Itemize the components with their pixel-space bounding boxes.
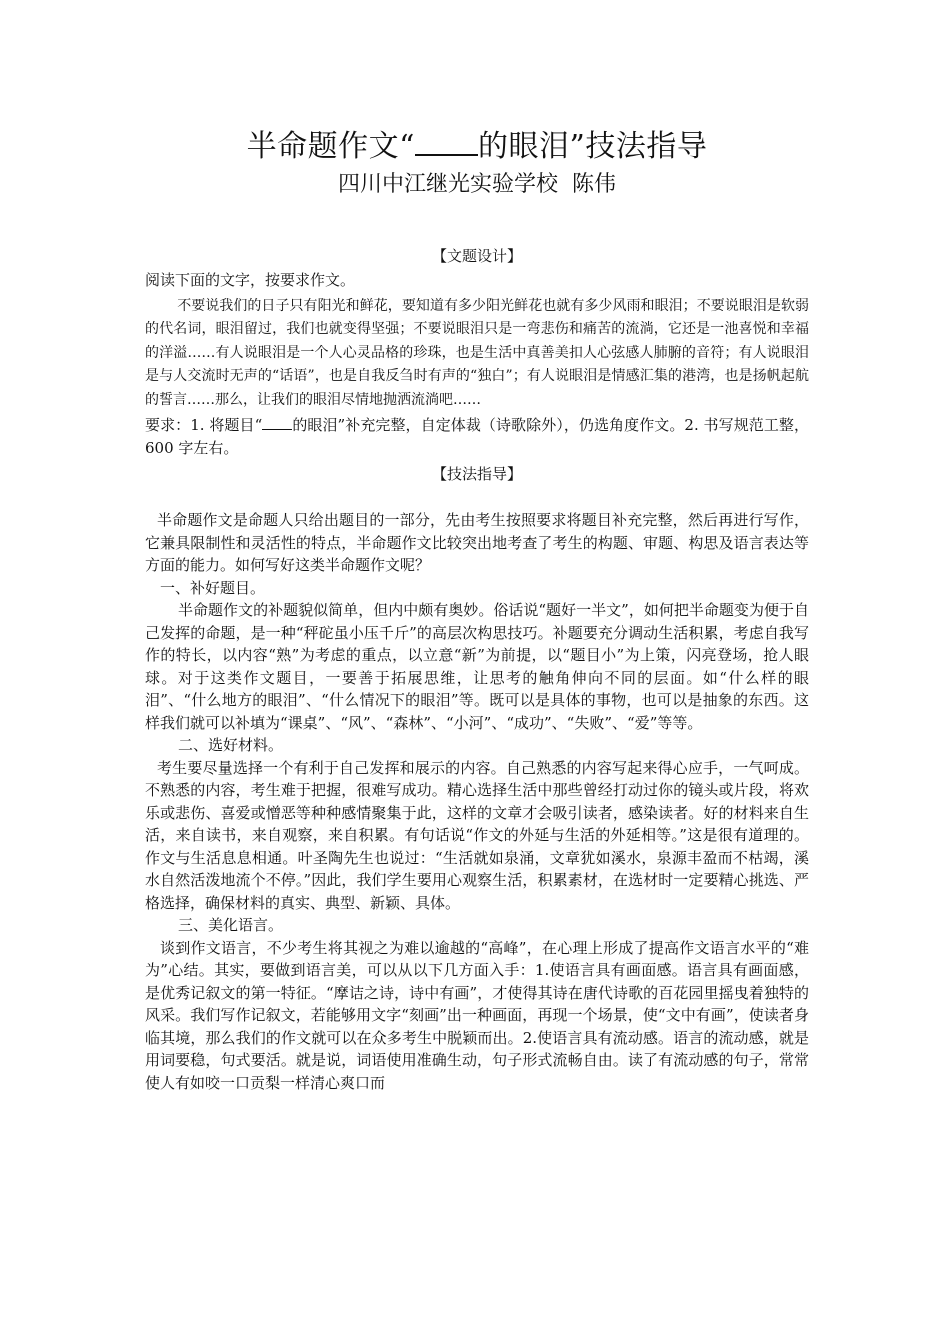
point-3-heading: 三、美化语言。 <box>178 916 284 934</box>
point-2-heading: 二、选好材料。 <box>178 736 284 754</box>
topic-intro: 阅读下面的文字，按要求作文。 <box>145 271 356 289</box>
topic-quote: 不要说我们的日子只有阳光和鲜花，要知道有多少阳光鲜花也就有多少风雨和眼泪；不要说眼泪是软弱的代名词，眼泪留过，我们也就变得坚强；不要说眼泪只是一弯悲伤和痛苦的流淌，它还是一池喜悦和幸福的洋溢……有人说眼泪是一个人心灵品格的珍珠，也是生活中真善美扣人心弦感人肺腑的音符；有人说眼泪是与人交流时无声的“话语”，也是自我反刍时有声的“独白”；有人说眼泪是情感汇集的港湾，也是扬帆起航的誓言……那么，让我们的眼泪尽情地抛洒流淌吧…… <box>145 297 809 408</box>
req-blank <box>262 416 292 431</box>
point-2-body: 考生要尽量选择一个有利于自己发挥和展示的内容。自己熟悉的内容写起来得心应手，一气呵成。不熟悉的内容，考生难于把握，很难写成功。精心选择生活中那些曾经打动过你的镜头或片段，将欢乐或悲伤、喜爱或憎恶等种种感情聚集于此，这样的文章才会吸引读者，感染读者。好的材料来自生活，来自读书，来自观察，来自积累。有句话说“作文的外延与生活的外延相等。”这是很有道理的。作文与生活息息相通。叶圣陶先生也说过：“生活就如泉涌，文章犹如溪水，泉源丰盈而不枯竭，溪水自然活泼地流个不停。”因此，我们学生要用心观察生活，积累素材，在选材时一定要精心挑选、严格选择，确保材料的真实、典型、新颖、具体。 <box>145 758 809 912</box>
req-prefix: 要求：1. 将题目“ <box>145 416 263 434</box>
section-heading-topic: 【文题设计】 <box>431 247 522 265</box>
spacer <box>145 201 809 245</box>
page-title <box>145 125 809 169</box>
spacer <box>145 485 809 509</box>
point-1-body: 半命题作文的补题貌似简单，但内中颇有奥妙。俗话说“题好一半文”，如何把半命题变为便于自己发挥的命题，是一种“秤砣虽小压千斤”的高层次构思技巧。补题要充分调动生活积累，考虑自我写作的特长，以内容“熟”为考虑的重点，以立意“新”为前提，以“题目小”为上策，闪亮登场，抢人眼球。对于这类作文题目，一要善于拓展思维，让思考的触角伸向不同的层面。如“什么样的眼泪”、“什么地方的眼泪”、“什么情况下的眼泪”等。既可以是具体的事物，也可以是抽象的东西。这样我们就可以补填为“课桌”、“风”、“森林”、“小河”、“成功”、“失败”、“爱”等等。 <box>145 601 809 732</box>
req-suffix: 的眼泪”补充完整，自定体裁（诗歌除外），仍选角度作文。2. 书写规范工整，600 字左右。 <box>145 416 809 457</box>
document-page <box>145 125 809 1094</box>
title-suffix: 的眼泪”技法指导 <box>478 129 708 164</box>
author-line: 四川中江继光实验学校 陈伟 <box>338 172 616 197</box>
point-3-body: 谈到作文语言，不少考生将其视之为难以逾越的“高峰”，在心理上形成了提高作文语言水平的“难为”心结。其实，要做到语言美，可以从以下几方面入手：1.使语言具有画面感。语言具有画面感，是优秀记叙文的第一特征。“摩诘之诗，诗中有画”，才使得其诗在唐代诗歌的百花园里摇曳着独特的风采。我们写作记叙文，若能够用文字“刻画”出一种画面，再现一个场景，使“文中有画”，使读者身临其境，那么我们的作文就可以在众多考生中脱颖而出。2.使语言具有流动感。语言的流动感，就是用词要稳，句式要活。就是说，词语使用准确生动，句子形式流畅自由。读了有流动感的句子，常常使人有如咬一口贡梨一样清心爽口而 <box>145 938 809 1092</box>
guide-intro: 半命题作文是命题人只给出题目的一部分，先由考生按照要求将题目补充完整，然后再进行写作，它兼具限制性和灵活性的特点，半命题作文比较突出地考查了考生的构题、审题、构思及语言表达等方面的能力。如何写好这类半命题作文呢？ <box>145 511 809 574</box>
section-heading-guide: 【技法指导】 <box>431 465 522 483</box>
topic-requirements <box>145 414 809 459</box>
title-blank <box>415 127 478 156</box>
point-1-heading: 一、补好题目。 <box>160 578 266 597</box>
title-prefix: 半命题作文“ <box>246 129 415 164</box>
